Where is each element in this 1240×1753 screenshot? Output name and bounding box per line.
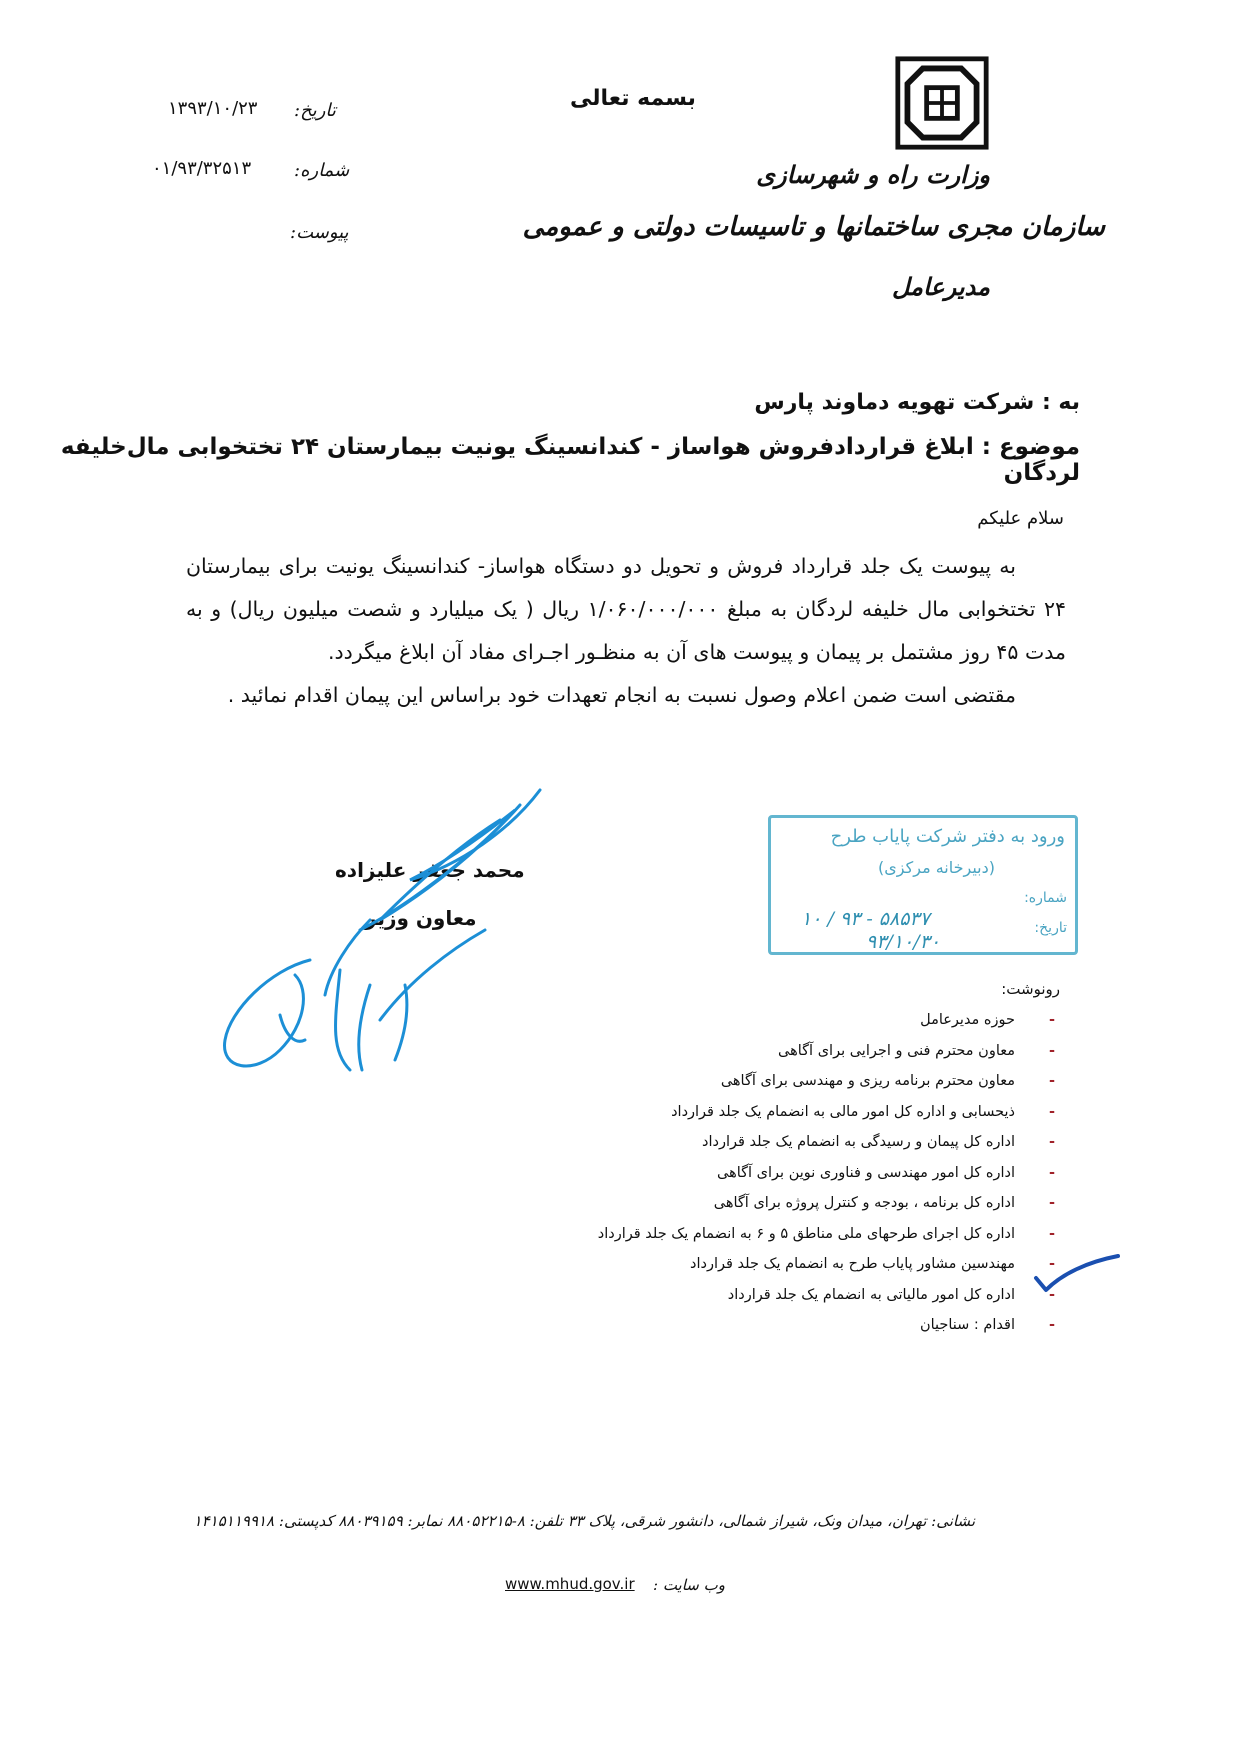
handwritten-signature-icon (210, 770, 570, 1080)
subject-line: موضوع : ابلاغ قراردادفروش هواساز - کندانسینگ یونیت بیمارستان ۲۴ تختخوابی مال‌خلیفه لردگان (60, 434, 1080, 486)
body-paragraph-2: مقتضی است ضمن اعلام وصول نسبت به انجام تعهدات خود براساس این پیمان اقدام نمائید . (227, 683, 1016, 707)
footer-address: نشانی: تهران، میدان ونک، شیراز شمالی، دانشور شرقی، پلاک ۳۳ تلفن: ۸-۸۸۰۵۲۲۱۵ نمابر: ۸۸۰۳۹۱۵۹ کدپستی: ۱۴۱۵۱۱۹۹۱۸ (193, 1512, 975, 1530)
date-label: تاریخ: (294, 100, 336, 121)
list-dash: - (1048, 1195, 1055, 1211)
cc-item: - حوزه مدیرعامل (598, 1005, 1055, 1036)
cc-item: - اداره کل اجرای طرحهای ملی مناطق ۵ و ۶ به انضمام یک جلد قرارداد (598, 1219, 1055, 1250)
list-dash: - (1048, 1012, 1055, 1028)
ministry-logo-icon (894, 55, 990, 151)
cc-item: - معاون محترم فنی و اجرایی برای آگاهی (598, 1036, 1055, 1067)
received-stamp (768, 815, 1078, 955)
recipient-line: به : شرکت تهویه دماوند پارس (754, 390, 1080, 415)
stamp-date-value: ۹۳/۱۰/۳۰ (866, 931, 941, 953)
ministry-name: وزارت راه و شهرسازی (756, 160, 990, 189)
cc-item: - اقدام : سناجیان (598, 1310, 1055, 1341)
list-dash: - (1048, 1164, 1055, 1181)
signatory-name: محمد جعفر علیزاده (335, 858, 525, 882)
stamp-number-value: ۱۰ / ۹۳ - ۵۸۵۳۷ (801, 908, 930, 930)
greeting: سلام علیکم (977, 508, 1064, 529)
signatory-title: معاون وزیر (365, 906, 477, 930)
bismillah-heading: بسمه تعالی (570, 86, 696, 111)
website-link[interactable]: www.mhud.gov.ir (505, 1575, 635, 1593)
list-dash: - (1048, 1073, 1055, 1089)
organization-name: سازمان مجری ساختمانها و تاسیسات دولتی و عمومی (522, 212, 1105, 242)
website-label: وب سایت : (653, 1576, 725, 1594)
cc-item: - اداره کل امور مهندسی و فناوری نوین برای آگاهی (598, 1158, 1055, 1189)
stamp-title: ورود به دفتر شرکت پایاب طرح (830, 826, 1065, 847)
list-dash: - (1048, 1317, 1055, 1333)
attachment-label: پیوست: (290, 222, 349, 243)
body-paragraph-1: به پیوست یک جلد قرارداد فروش و تحویل دو دستگاه هواساز- کندانسینگ یونیت برای بیمارستان ۲۴ تختخوابی مال خلیفه لردگان به مبلغ ۱/۰۶۰/۰۰۰/۰۰۰ ریال ( یک میلیارد و شصت میلیون ریال) و به مدت ۴۵ روز مشتمل بر پیمان و پیوست های آن به منظـور اجـرای مفاد آن ابلاغ میگردد. (186, 554, 1067, 664)
letter-body (186, 545, 1066, 717)
number-label: شماره: (294, 160, 350, 181)
cc-item: - ذیحسابی و اداره کل امور مالی به انضمام یک جلد قرارداد (598, 1097, 1055, 1128)
office-name: مدیرعامل (891, 272, 990, 301)
cc-list (598, 1005, 1055, 1341)
cc-item: - اداره کل برنامه ، بودجه و کنترل پروژه برای آگاهی (598, 1188, 1055, 1219)
list-dash: - (1048, 1103, 1055, 1120)
cc-item: - اداره کل امور مالیاتی به انضمام یک جلد قرارداد (598, 1280, 1055, 1311)
list-dash: - (1048, 1286, 1055, 1303)
cc-heading: رونوشت: (1001, 980, 1060, 998)
stamp-date-label: تاریخ: (1034, 920, 1067, 936)
list-dash: - (1048, 1256, 1055, 1272)
stamp-subtitle: (دبیرخانه مرکزی) (878, 858, 995, 877)
list-dash: - (1048, 1225, 1055, 1242)
cc-item: - معاون محترم برنامه ریزی و مهندسی برای آگاهی (598, 1066, 1055, 1097)
list-dash: - (1048, 1042, 1055, 1059)
list-dash: - (1048, 1134, 1055, 1150)
checkmark-icon (1032, 1252, 1122, 1296)
stamp-number-label: شماره: (1024, 890, 1067, 906)
cc-item: - مهندسین مشاور پایاب طرح به انضمام یک جلد قرارداد (598, 1249, 1055, 1280)
date-value: ۱۳۹۳/۱۰/۲۳ (168, 98, 258, 119)
number-value: ۰۱/۹۳/۳۲۵۱۳ (152, 158, 252, 179)
cc-item: - اداره کل پیمان و رسیدگی به انضمام یک جلد قرارداد (598, 1127, 1055, 1158)
